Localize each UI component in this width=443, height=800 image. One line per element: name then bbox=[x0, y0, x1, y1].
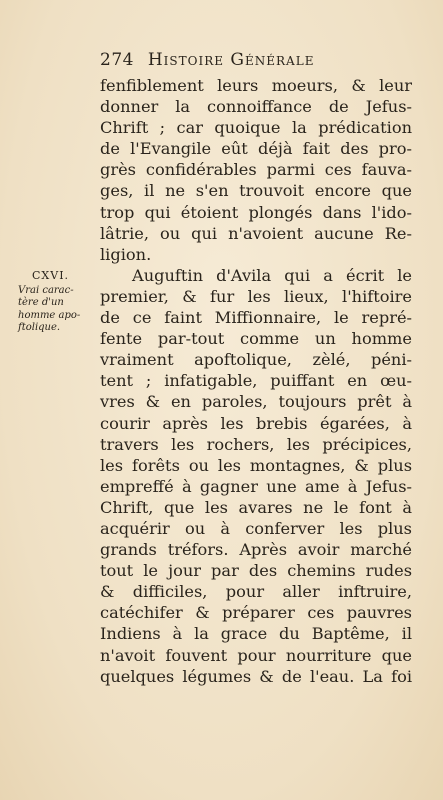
page-header bbox=[100, 50, 420, 70]
text-line: tout le jour par des chemins rudes bbox=[100, 561, 412, 581]
margin-note-line: ftolique. bbox=[18, 322, 61, 333]
text-line: quelques légumes & de l'eau. La foi bbox=[100, 666, 412, 686]
text-line: vraiment apoftolique, zèlé, péni- bbox=[100, 350, 412, 370]
text-line: vres & en paroles, toujours prêt à bbox=[100, 392, 412, 412]
text-line: Chrift, que les avares ne le font à bbox=[100, 497, 412, 517]
text-line: travers les rochers, les précipices, bbox=[100, 434, 412, 454]
margin-note-line: Vrai carac- bbox=[18, 284, 74, 296]
margin-note-line: homme apo- bbox=[18, 309, 81, 321]
text-line: ligion. bbox=[100, 244, 152, 264]
text-line: courir après les brebis égarées, à bbox=[100, 413, 412, 433]
text-line: trop qui étoient plongés dans l'ido- bbox=[100, 202, 412, 222]
text-line: & difficiles, pour aller inftruire, bbox=[100, 582, 412, 602]
text-line: Auguftin d'Avila qui a écrit le bbox=[132, 265, 412, 285]
margin-note-number: CXVI. bbox=[32, 269, 70, 282]
text-line: Indiens à la grace du Baptême, il bbox=[100, 624, 412, 644]
text-line: tent ; infatigable, puiffant en œu- bbox=[100, 371, 412, 391]
text-line: lâtrie, ou qui n'avoient aucune Re- bbox=[100, 223, 412, 243]
margin-note-line: tère d'un bbox=[18, 297, 64, 308]
text-line: fenfiblement leurs moeurs, & leur bbox=[100, 76, 412, 95]
text-line: grands tréfors. Après avoir marché bbox=[100, 540, 412, 560]
text-line: ges, il ne s'en trouvoit encore que bbox=[100, 181, 412, 201]
running-title: Histoire Générale bbox=[147, 50, 315, 70]
text-line: Chrift ; car quoique la prédication bbox=[100, 118, 412, 138]
body-text bbox=[100, 75, 412, 687]
text-line: empreffé à gagner une ame à Jefus- bbox=[100, 476, 412, 496]
text-line: les forêts ou les montagnes, & plus bbox=[100, 455, 412, 475]
text-line: fente par-tout comme un homme bbox=[100, 329, 412, 349]
text-line: n'avoit fouvent pour nourriture que bbox=[100, 645, 412, 665]
text-line: acquérir ou à conferver les plus bbox=[100, 518, 412, 538]
text-line: grès confidérables parmi ces fauva- bbox=[100, 160, 412, 180]
text-line: donner la connoiffance de Jefus- bbox=[100, 97, 412, 117]
margin-note bbox=[18, 270, 100, 335]
page-number: 274 bbox=[100, 50, 134, 70]
text-line: catéchifer & préparer ces pauvres bbox=[100, 603, 412, 623]
text-line: de l'Evangile eût déjà fait des pro- bbox=[100, 139, 412, 159]
text-line: premier, & fur les lieux, l'hiftoire bbox=[100, 286, 412, 306]
text-line: de ce faint Miffionnaire, le repré- bbox=[100, 308, 412, 328]
